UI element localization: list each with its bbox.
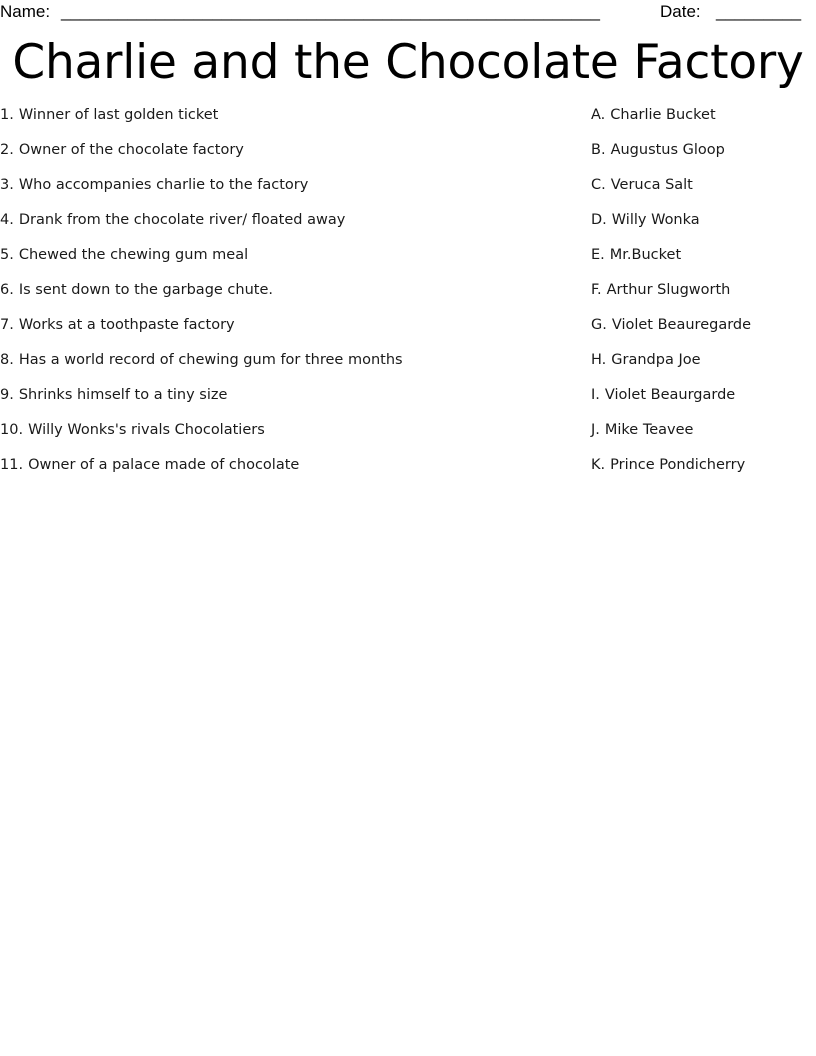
answer-item[interactable] — [591, 106, 816, 141]
question-text: Is sent down to the garbage chute. — [18, 282, 273, 298]
student-info-header — [0, 0, 816, 26]
answer-item[interactable] — [591, 386, 816, 421]
question-item[interactable] — [0, 456, 560, 491]
answer-text: Mr.Bucket — [609, 247, 682, 263]
question-number: 11. — [0, 457, 24, 473]
question-item[interactable] — [0, 351, 560, 386]
answer-text: Arthur Slugworth — [606, 282, 731, 298]
questions-column — [0, 106, 560, 491]
question-number: 6. — [0, 282, 14, 298]
answer-letter: I. — [591, 387, 600, 403]
answer-item[interactable] — [591, 421, 816, 456]
answer-item[interactable] — [591, 281, 816, 316]
answers-column — [591, 106, 816, 491]
answer-letter: K. — [591, 457, 606, 473]
question-text: Owner of a palace made of chocolate — [28, 457, 300, 473]
answer-letter: J. — [591, 422, 600, 438]
question-text: Who accompanies charlie to the factory — [18, 177, 309, 193]
date-label: Date: — [660, 2, 701, 21]
answer-text: Charlie Bucket — [610, 107, 716, 123]
answer-text: Violet Beaurgarde — [604, 387, 736, 403]
worksheet-title: Charlie and the Chocolate Factory — [12, 35, 804, 90]
question-text: Winner of last golden ticket — [18, 107, 219, 123]
answer-item[interactable] — [591, 456, 816, 491]
answer-letter: F. — [591, 282, 602, 298]
answer-letter: C. — [591, 177, 606, 193]
question-item[interactable] — [0, 141, 560, 176]
answer-letter: H. — [591, 352, 607, 368]
question-text: Shrinks himself to a tiny size — [18, 387, 228, 403]
question-number: 9. — [0, 387, 14, 403]
question-text: Willy Wonks's rivals Chocolatiers — [28, 422, 265, 438]
name-label: Name: — [0, 2, 51, 21]
question-number: 5. — [0, 247, 14, 263]
question-number: 1. — [0, 107, 14, 123]
question-item[interactable] — [0, 421, 560, 456]
question-item[interactable] — [0, 106, 560, 141]
answer-text: Willy Wonka — [611, 212, 700, 228]
question-text: Drank from the chocolate river/ floated away — [18, 212, 346, 228]
name-write-in-line[interactable]: _________________________________________________________ — [61, 2, 600, 21]
question-item[interactable] — [0, 386, 560, 421]
question-number: 4. — [0, 212, 14, 228]
answer-item[interactable] — [591, 176, 816, 211]
answer-item[interactable] — [591, 316, 816, 351]
answer-letter: A. — [591, 107, 606, 123]
answer-item[interactable] — [591, 351, 816, 386]
question-item[interactable] — [0, 246, 560, 281]
answer-text: Violet Beauregarde — [611, 317, 752, 333]
answer-item[interactable] — [591, 141, 816, 176]
question-number: 3. — [0, 177, 14, 193]
question-text: Has a world record of chewing gum for three months — [18, 352, 403, 368]
question-text: Chewed the chewing gum meal — [18, 247, 249, 263]
answer-letter: E. — [591, 247, 605, 263]
answer-letter: G. — [591, 317, 607, 333]
question-item[interactable] — [0, 281, 560, 316]
answer-text: Mike Teavee — [604, 422, 694, 438]
answer-text: Augustus Gloop — [610, 142, 725, 158]
question-number: 10. — [0, 422, 24, 438]
answer-item[interactable] — [591, 211, 816, 246]
question-item[interactable] — [0, 211, 560, 246]
question-number: 7. — [0, 317, 14, 333]
answer-text: Veruca Salt — [610, 177, 693, 193]
question-number: 8. — [0, 352, 14, 368]
answer-item[interactable] — [591, 246, 816, 281]
question-text: Owner of the chocolate factory — [18, 142, 244, 158]
question-item[interactable] — [0, 176, 560, 211]
answer-letter: D. — [591, 212, 607, 228]
answer-letter: B. — [591, 142, 606, 158]
answer-text: Grandpa Joe — [611, 352, 701, 368]
question-text: Works at a toothpaste factory — [18, 317, 235, 333]
answer-text: Prince Pondicherry — [610, 457, 746, 473]
question-item[interactable] — [0, 316, 560, 351]
question-number: 2. — [0, 142, 14, 158]
date-write-in-line[interactable]: _________ — [716, 2, 802, 21]
